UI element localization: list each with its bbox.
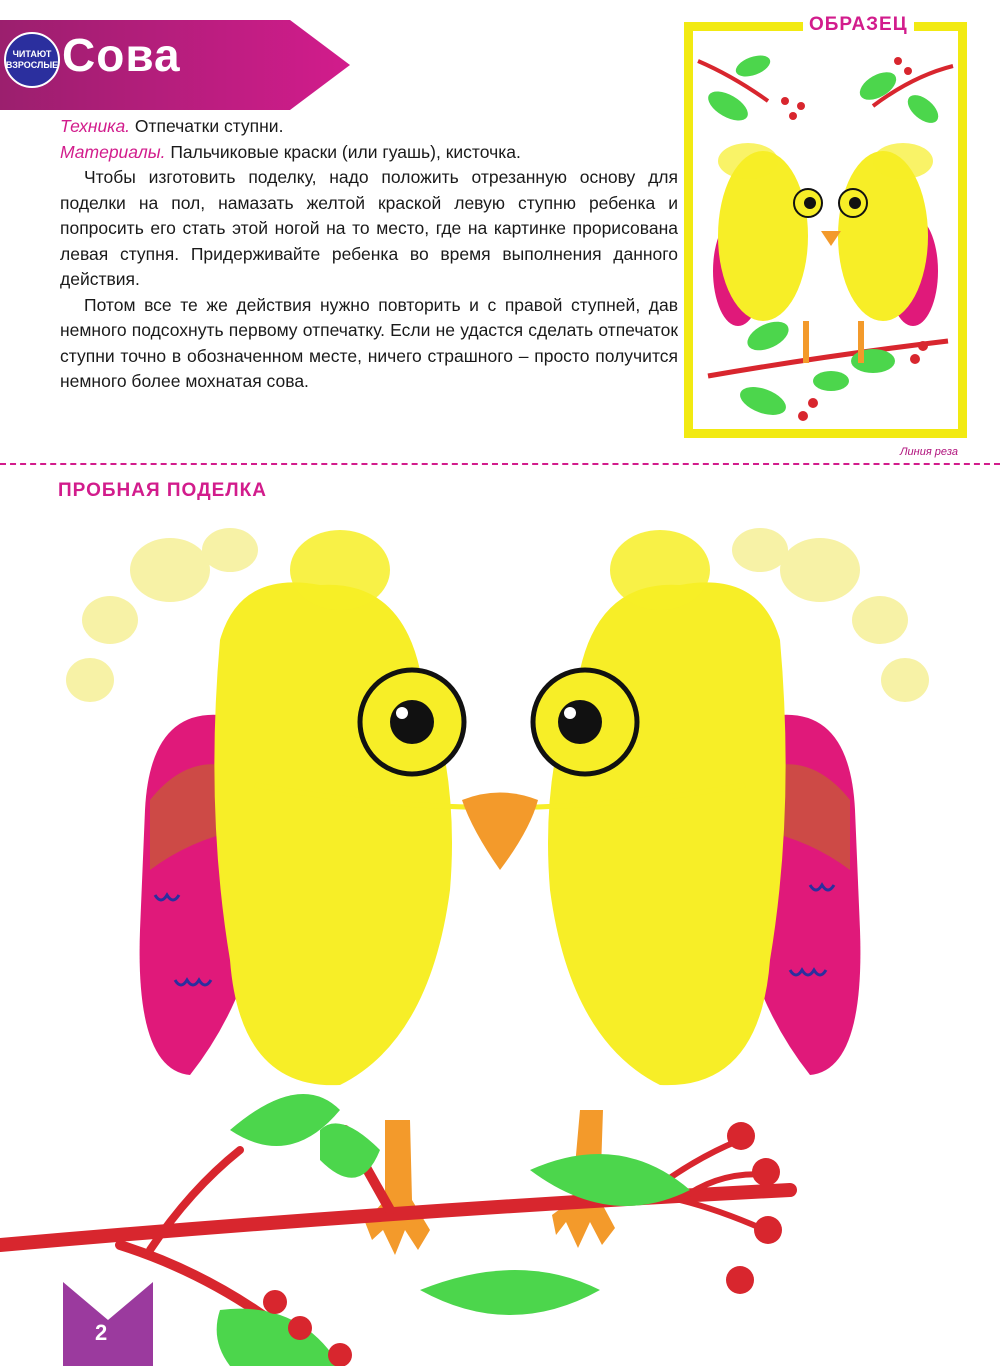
owl-template-illustration bbox=[0, 510, 1000, 1366]
sample-owl-illustration bbox=[693, 31, 958, 429]
faint-toe-prints bbox=[66, 528, 929, 702]
technique-line bbox=[60, 114, 678, 140]
technique-text: Отпечатки ступни. bbox=[134, 116, 284, 136]
sample-frame bbox=[684, 22, 967, 438]
right-footprint bbox=[548, 582, 786, 1085]
leaves bbox=[217, 1094, 690, 1366]
technique-label: Техника. bbox=[60, 116, 131, 136]
instructions-block bbox=[60, 114, 678, 395]
page-tab bbox=[63, 1282, 153, 1366]
beak bbox=[462, 793, 538, 871]
left-footprint bbox=[214, 582, 452, 1085]
page-number: 2 bbox=[95, 1320, 108, 1345]
badge-text: ЧИТАЮТ ВЗРОСЛЫЕ bbox=[5, 49, 59, 70]
cut-line-label: Линия реза bbox=[900, 446, 958, 458]
instructions-paragraph-1: Чтобы изготовить поделку, надо положить отрезанную основу для поделки на пол, намазать желтой краской левую ступню ребенка и попросить его стать этой ногой на то место, где на картинке прорисована левая ступня. Придерживайте ребенка во время выполнения данного действия. bbox=[60, 167, 678, 289]
sample-label: ОБРАЗЕЦ bbox=[803, 14, 914, 36]
adults-read-badge bbox=[4, 32, 60, 88]
instructions-paragraph-2: Потом все те же действия нужно повторить и с правой ступней, дав немного подсохнуть первому отпечатку. Если не удастся сделать отпечаток ступни точно в обозначенном месте, ничего страшного – просто получится немного более мохнатая сова. bbox=[60, 294, 678, 391]
trial-craft-label: ПРОБНАЯ ПОДЕЛКА bbox=[58, 480, 267, 501]
cut-line bbox=[0, 463, 1000, 465]
materials-label: Материалы. bbox=[60, 141, 166, 162]
materials-text: Пальчиковые краски (или гуашь), кисточка. bbox=[170, 141, 521, 162]
page-title: Сова bbox=[62, 29, 181, 81]
materials-line bbox=[60, 140, 678, 166]
